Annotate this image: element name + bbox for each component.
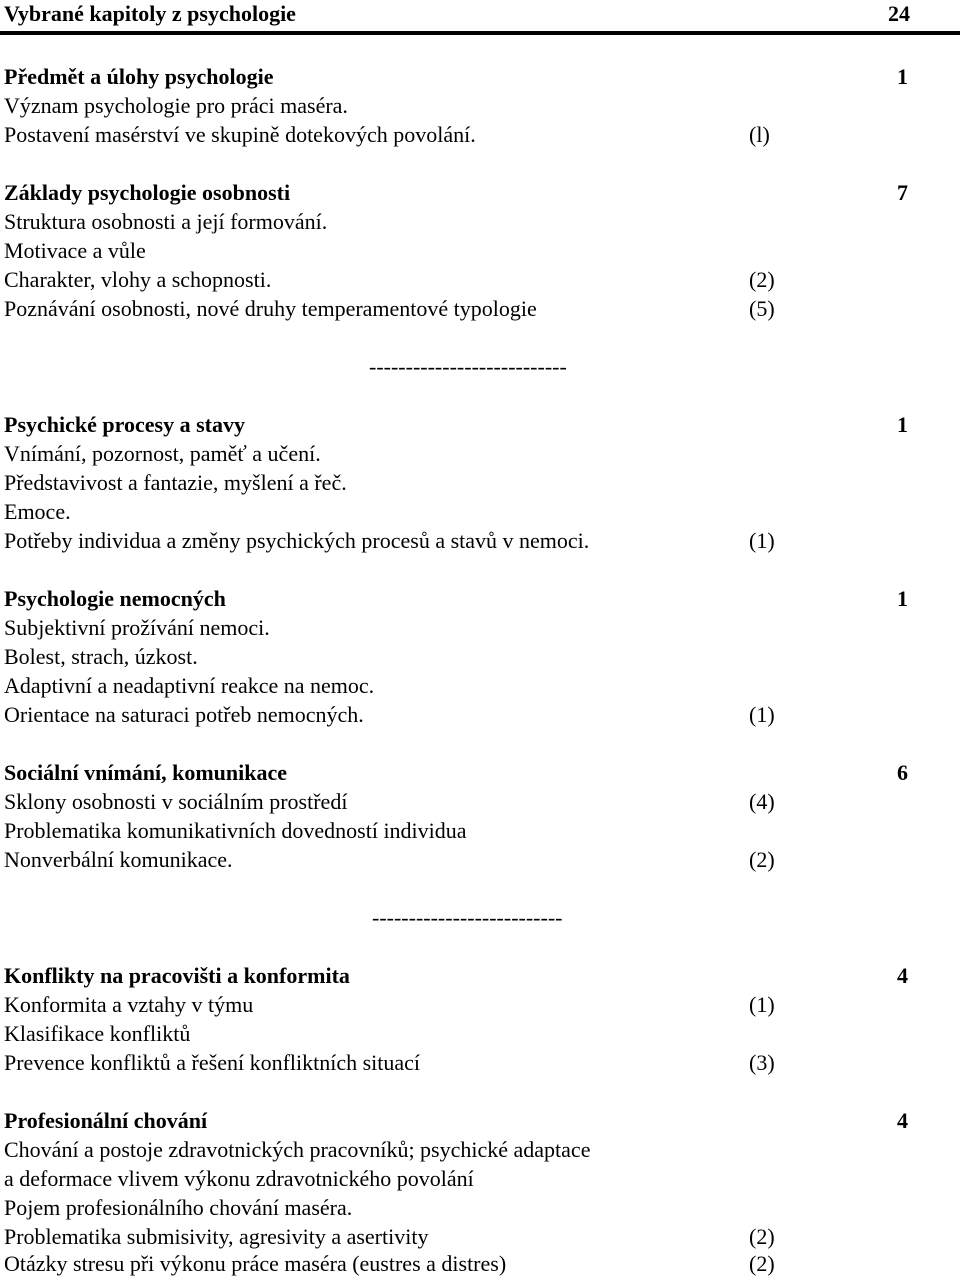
item-text: Orientace na saturaci potřeb nemocných. <box>4 702 364 727</box>
item-text: Sklony osobnosti v sociálním prostředí <box>4 789 348 814</box>
item-text: Charakter, vlohy a schopnosti. <box>4 267 272 292</box>
item-note: (5) <box>749 296 775 321</box>
section-item <box>4 990 954 1019</box>
section-item <box>4 236 954 265</box>
section-item <box>4 1048 954 1077</box>
section-item <box>4 1193 954 1222</box>
section-item <box>4 671 954 700</box>
item-text: Problematika submisivity, agresivity a asertivity <box>4 1224 429 1249</box>
item-text: Subjektivní prožívání nemoci. <box>4 615 270 640</box>
section-title: Psychické procesy a stavy <box>4 412 245 437</box>
item-note: (1) <box>749 528 775 553</box>
section-item <box>4 468 954 497</box>
item-text: Klasifikace konfliktů <box>4 1021 191 1046</box>
section-item <box>4 1222 954 1251</box>
item-text: Adaptivní a neadaptivní reakce na nemoc. <box>4 673 375 698</box>
section-item <box>4 1249 954 1278</box>
section-title: Psychologie nemocných <box>4 586 226 611</box>
item-text: Nonverbální komunikace. <box>4 847 233 872</box>
section-item <box>4 265 954 294</box>
section-item <box>4 845 954 874</box>
section-title: Konflikty na pracovišti a konformita <box>4 963 350 988</box>
item-text: Potřeby individua a změny psychických procesů a stavů v nemoci. <box>4 528 590 553</box>
section-heading <box>4 1106 954 1135</box>
item-note: (2) <box>749 1224 775 1249</box>
section-hours: 7 <box>897 180 908 205</box>
item-text: Motivace a vůle <box>4 238 146 263</box>
item-text: Konformita a vztahy v týmu <box>4 992 254 1017</box>
section-title: Profesionální chování <box>4 1108 208 1133</box>
section-item <box>4 439 954 468</box>
section-item <box>4 787 954 816</box>
document-header <box>0 0 960 30</box>
item-note: (1) <box>749 992 775 1017</box>
section-item <box>4 120 954 149</box>
section-hours: 6 <box>897 760 908 785</box>
item-note: (2) <box>749 847 775 872</box>
section-item <box>4 91 954 120</box>
section-item <box>4 526 954 555</box>
item-text: Struktura osobnosti a její formování. <box>4 209 328 234</box>
document-total-hours: 24 <box>888 1 910 26</box>
document-title: Vybrané kapitoly z psychologie <box>4 1 296 26</box>
section-title: Předmět a úlohy psychologie <box>4 64 274 89</box>
item-text: Poznávání osobnosti, nové druhy temperamentové typologie <box>4 296 537 321</box>
section-item <box>4 1135 954 1164</box>
item-text: Prevence konfliktů a řešení konfliktních situací <box>4 1050 421 1075</box>
item-note: (2) <box>749 1251 775 1276</box>
section-title: Sociální vnímání, komunikace <box>4 760 288 785</box>
section-hours: 1 <box>897 64 908 89</box>
item-text: Bolest, strach, úzkost. <box>4 644 198 669</box>
separator-line: -------------------------- <box>372 905 563 930</box>
section-item <box>4 816 954 845</box>
item-text: Otázky stresu při výkonu práce maséra (eustres a distres) <box>4 1251 507 1276</box>
item-text: Problematika komunikativních dovedností individua <box>4 818 467 843</box>
section-heading <box>4 584 954 613</box>
item-text: Chování a postoje zdravotnických pracovníků; psychické adaptace <box>4 1137 591 1162</box>
section-item <box>4 700 954 729</box>
item-note: (1) <box>749 702 775 727</box>
section-hours: 1 <box>897 586 908 611</box>
item-text: Pojem profesionálního chování maséra. <box>4 1195 353 1220</box>
item-text: Emoce. <box>4 499 71 524</box>
section-hours: 4 <box>897 1108 908 1133</box>
section-item <box>4 207 954 236</box>
section-item <box>4 1019 954 1048</box>
section-item <box>4 294 954 323</box>
separator-line: --------------------------- <box>369 354 567 379</box>
item-note: (4) <box>749 789 775 814</box>
section-heading <box>4 178 954 207</box>
section-hours: 4 <box>897 963 908 988</box>
header-rule <box>0 31 960 35</box>
section-item <box>4 613 954 642</box>
item-text: Význam psychologie pro práci maséra. <box>4 93 348 118</box>
section-item <box>4 642 954 671</box>
item-text: Vnímání, pozornost, paměť a učení. <box>4 441 321 466</box>
section-item <box>4 1164 954 1193</box>
item-text: Postavení masérství ve skupině dotekových povolání. <box>4 122 476 147</box>
section-heading <box>4 410 954 439</box>
item-text: Představivost a fantazie, myšlení a řeč. <box>4 470 347 495</box>
item-text: a deformace vlivem výkonu zdravotnického povolání <box>4 1166 474 1191</box>
section-heading <box>4 62 954 91</box>
section-heading <box>4 758 954 787</box>
item-note: (2) <box>749 267 775 292</box>
item-note: (3) <box>749 1050 775 1075</box>
section-hours: 1 <box>897 412 908 437</box>
item-note: (l) <box>749 122 770 147</box>
section-title: Základy psychologie osobnosti <box>4 180 291 205</box>
section-item <box>4 497 954 526</box>
section-heading <box>4 961 954 990</box>
